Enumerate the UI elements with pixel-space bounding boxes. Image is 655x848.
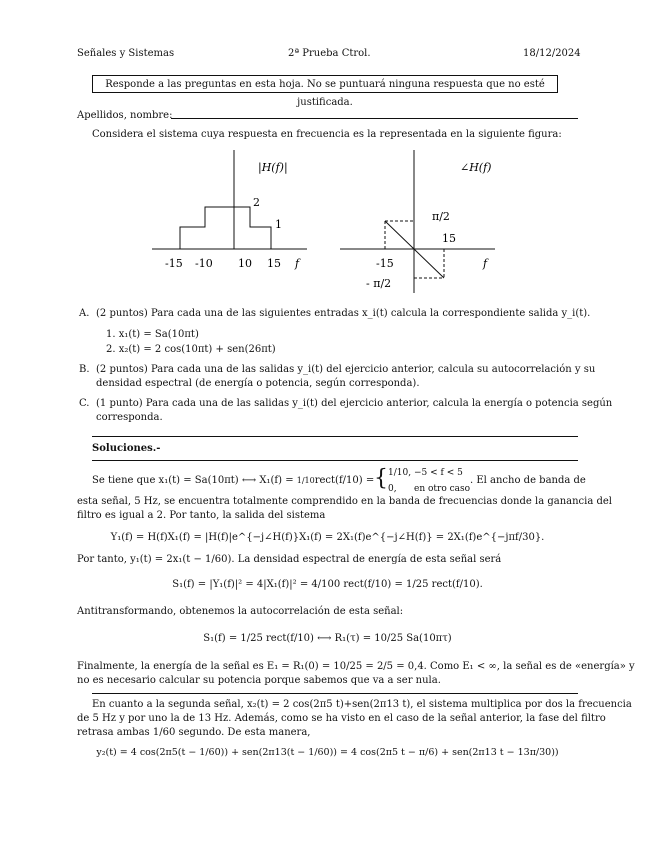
sol-p2-line1: esta señal, 5 Hz, se encuentra totalmente comprendido en la banda de frecuencias donde la ganancia del [77,496,612,507]
equation-4: y₂(t) = 4 cos(2π5(t − 1/60)) + sen(2π13(t − 1/60)) = 4 cos(2π5 t − π/6) + sen(2π13 t − 13π/30)) [96,747,559,758]
solutions-top-rule [92,436,578,437]
cases-brace: { [374,466,388,491]
mag-tick-15: 15 [267,257,281,270]
sol-p1-start [92,474,374,488]
phase-plot [338,148,498,298]
phase-tick-15: 15 [442,232,456,245]
equation-3: S₁(f) = 1/25 rect(f/10) ⟷ R₁(τ) = 10/25 Sa(10πτ) [203,633,452,644]
mag-level-high: 2 [253,196,260,209]
sol-p1-a: Se tiene que x₁(t) = Sa(10πt) ⟷ X₁(f) = [92,475,297,486]
question-b-text1: (2 puntos) Para cada una de las salidas y_i(t) del ejercicio anterior, calcula su autocorrelación y su [96,364,596,375]
mag-title: |H(f)| [258,161,288,174]
phase-title: ∠H(f) [460,161,492,174]
sol-p5-line1: Finalmente, la energía de la señal es E₁ = R₁(0) = 10/25 = 2/5 = 0,4. Como E₁ < ∞, la señal es de «energía» y [77,661,635,672]
phase-tick-neg15: -15 [376,257,394,270]
question-b-text2: densidad espectral (de energía o potencia, según corresponda). [96,378,420,389]
case1-val: 1/10, [388,468,412,478]
mag-curve [180,207,271,249]
case1-cond: −5 < f < 5 [414,468,463,478]
sol-p6-line2: de 5 Hz y por uno la de 13 Hz. Además, como se ha visto en el caso de la señal anterior, la fase del filtro [77,713,606,724]
sol-p2-line2: filtro es igual a 2. Por tanto, la salida del sistema [77,510,326,521]
question-b-label: B. [79,364,90,375]
question-a2: 2. x₂(t) = 2 cos(10πt) + sen(26πt) [106,344,276,355]
sol-p1-b: rect(f/10) = [314,475,375,486]
equation-1: Y₁(f) = H(f)X₁(f) = |H(f)|e^{−j∠H(f)}X₁(f) = 2X₁(f)e^{−j∠H(f)} = 2X₁(f)e^{−jπf/30}. [110,532,545,543]
header-date: 18/12/2024 [523,48,581,59]
solutions-separator [92,693,578,694]
mag-tick-neg10: -10 [195,257,213,270]
question-a1: 1. x₁(t) = Sa(10πt) [106,329,199,340]
question-c-text1: (1 punto) Para cada una de las salidas y_i(t) del ejercicio anterior, calcula la energía o potencia según [96,398,613,409]
phase-axis-label: f [483,257,488,270]
sol-p6-line1: En cuanto a la segunda señal, x₂(t) = 2 cos(2π5 t)+sen(2π13 t), el sistema multiplica por dos la frecuencia [92,699,632,710]
header-course: Señales y Sistemas [77,48,175,59]
sol-p4: Antitransformando, obtenemos la autocorrelación de esta señal: [77,606,404,617]
sol-p6-line3: retrasa ambas 1/60 segundo. De esta manera, [77,727,311,738]
question-c-text2: corresponda. [96,412,163,423]
header-exam: 2ª Prueba Ctrol. [288,48,371,59]
solutions-title: Soluciones.- [92,443,161,454]
name-line [171,118,578,119]
case2-cond: en otro caso [414,484,471,494]
mag-level-low: 1 [275,218,282,231]
name-label: Apellidos, nombre: [77,110,173,121]
case2-val: 0, [388,484,397,494]
magnitude-plot [150,148,310,278]
intro-text: Considera el sistema cuya respuesta en frecuencia es la representada en la siguiente figura: [92,129,562,140]
mag-axis-label: f [295,257,300,270]
sol-p3: Por tanto, y₁(t) = 2x₁(t − 1/60). La densidad espectral de energía de esta señal será [77,554,502,565]
notice-box: Responde a las preguntas en esta hoja. No se puntuará ninguna respuesta que no esté justificada. [92,75,558,93]
mag-tick-10: 10 [238,257,252,270]
mag-tick-neg15: -15 [165,257,183,270]
question-c-label: C. [79,398,90,409]
sol-p5-line2: no es necesario calcular su potencia porque sabemos que va a ser nula. [77,675,441,686]
equation-2: S₁(f) = |Y₁(f)|² = 4|X₁(f)|² = 4/100 rect(f/10) = 1/25 rect(f/10). [172,579,483,590]
question-a-text: (2 puntos) Para cada una de las siguientes entradas x_i(t) calcula la correspondiente salida y_i(t). [96,308,591,319]
solutions-bottom-rule [92,460,578,461]
sol-p1-frac: 1/10 [296,476,315,485]
sol-p1-c: . El ancho de banda de [470,475,586,486]
phase-top-label: π/2 [432,210,450,223]
question-a-label: A. [79,308,90,319]
phase-bottom-label: - π/2 [366,277,392,290]
